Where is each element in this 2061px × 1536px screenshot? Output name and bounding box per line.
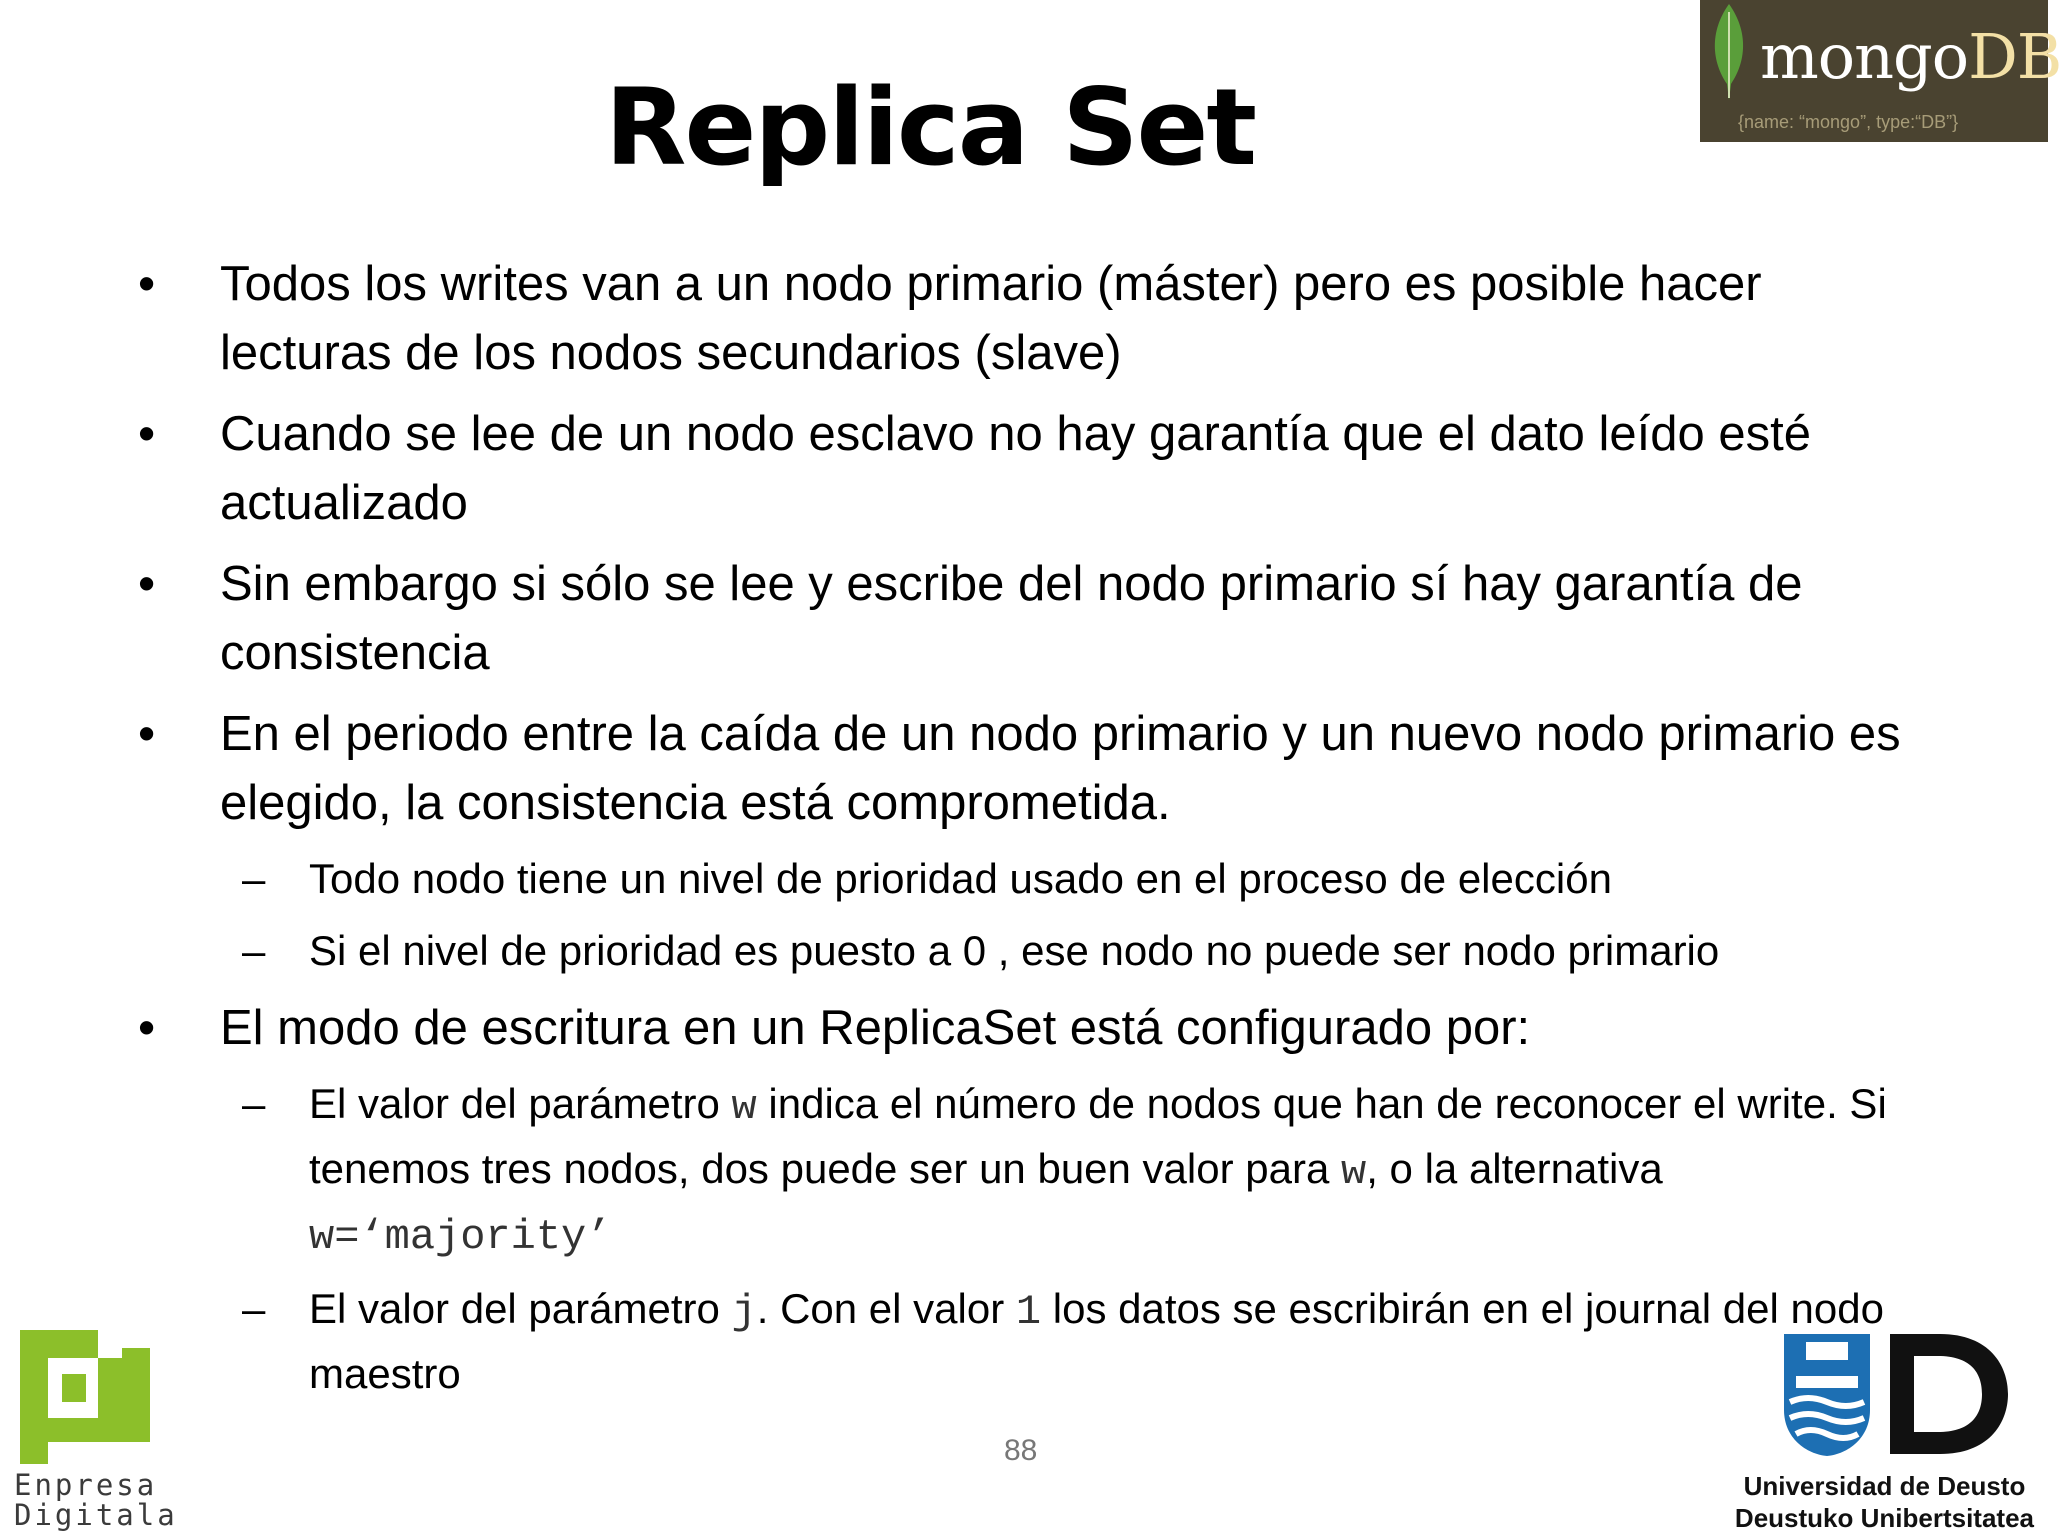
- code-w: w: [1341, 1148, 1367, 1196]
- enpresa-digitala-text: Enpresa Digitala: [14, 1468, 178, 1532]
- code-w: w: [731, 1083, 757, 1131]
- bullet-marker: •: [138, 557, 156, 611]
- dash-marker: –: [242, 855, 266, 902]
- bullet-item: [138, 550, 1938, 688]
- code-w-majority: w=‘majority’: [309, 1213, 612, 1261]
- sub-bullet-text: El valor del parámetro j. Con el valor 1 los datos se escribirán en el journal del nodo maestro: [309, 1285, 1884, 1397]
- sub-bullet-text: El valor del parámetro w indica el número de nodos que han de reconocer el write. Si tenemos tres nodos, dos puede ser un buen valor para w, o la alternativa w=‘majority’: [309, 1080, 1887, 1261]
- code-1: 1: [1015, 1288, 1042, 1336]
- enpresa-digitala-logo-icon: [14, 1318, 164, 1468]
- sub-bullet-item: [138, 1278, 1938, 1405]
- page-number: 88: [1004, 1434, 1038, 1467]
- bullet-marker: •: [138, 1001, 156, 1055]
- bullet-text: Todos los writes van a un nodo primario (máster) pero es posible hacer lecturas de los nodos secundarios (slave): [220, 257, 1762, 380]
- bullet-text: Sin embargo si sólo se lee y escribe del nodo primario sí hay garantía de consistencia: [220, 557, 1803, 680]
- bullet-text: En el periodo entre la caída de un nodo primario y un nuevo nodo primario es elegido, la consistencia está comprometida.: [220, 707, 1901, 830]
- dash-marker: –: [242, 1285, 266, 1332]
- bullet-text: El modo de escritura en un ReplicaSet está configurado por:: [220, 1001, 1531, 1055]
- dash-marker: –: [242, 1080, 266, 1127]
- sub-bullet-text: Si el nivel de prioridad es puesto a 0 , ese nodo no puede ser nodo primario: [309, 927, 1720, 974]
- dash-marker: –: [242, 927, 266, 974]
- mongodb-logo: [1700, 0, 2061, 142]
- mongodb-leaf-icon: [1704, 2, 1754, 102]
- deusto-university-text: Universidad de Deusto Deustuko Unibertsitatea: [1734, 1471, 2034, 1533]
- bullet-marker: •: [138, 407, 156, 461]
- mongodb-tagline: {name: “mongo”, type:“DB”}: [1738, 112, 1959, 132]
- slide-title: Replica Set: [604, 66, 1256, 189]
- sub-bullet-item: [138, 1073, 1938, 1268]
- bullet-text: Cuando se lee de un nodo esclavo no hay garantía que el dato leído esté actualizado: [220, 407, 1811, 530]
- mongodb-wordmark: mongoDB: [1760, 20, 2061, 93]
- deusto-logo-icon: [1780, 1330, 2012, 1458]
- sub-bullet-item: [138, 920, 1938, 982]
- sub-bullet-text: Todo nodo tiene un nivel de prioridad usado en el proceso de elección: [309, 855, 1612, 902]
- bullet-item: [138, 250, 1938, 388]
- bullet-list: [138, 250, 1938, 1417]
- code-j: j: [731, 1288, 757, 1336]
- bullet-item: [138, 994, 1938, 1063]
- bullet-item: [138, 700, 1938, 838]
- bullet-item: [138, 400, 1938, 538]
- bullet-marker: •: [138, 707, 156, 761]
- sub-bullet-item: [138, 848, 1938, 910]
- bullet-marker: •: [138, 257, 156, 311]
